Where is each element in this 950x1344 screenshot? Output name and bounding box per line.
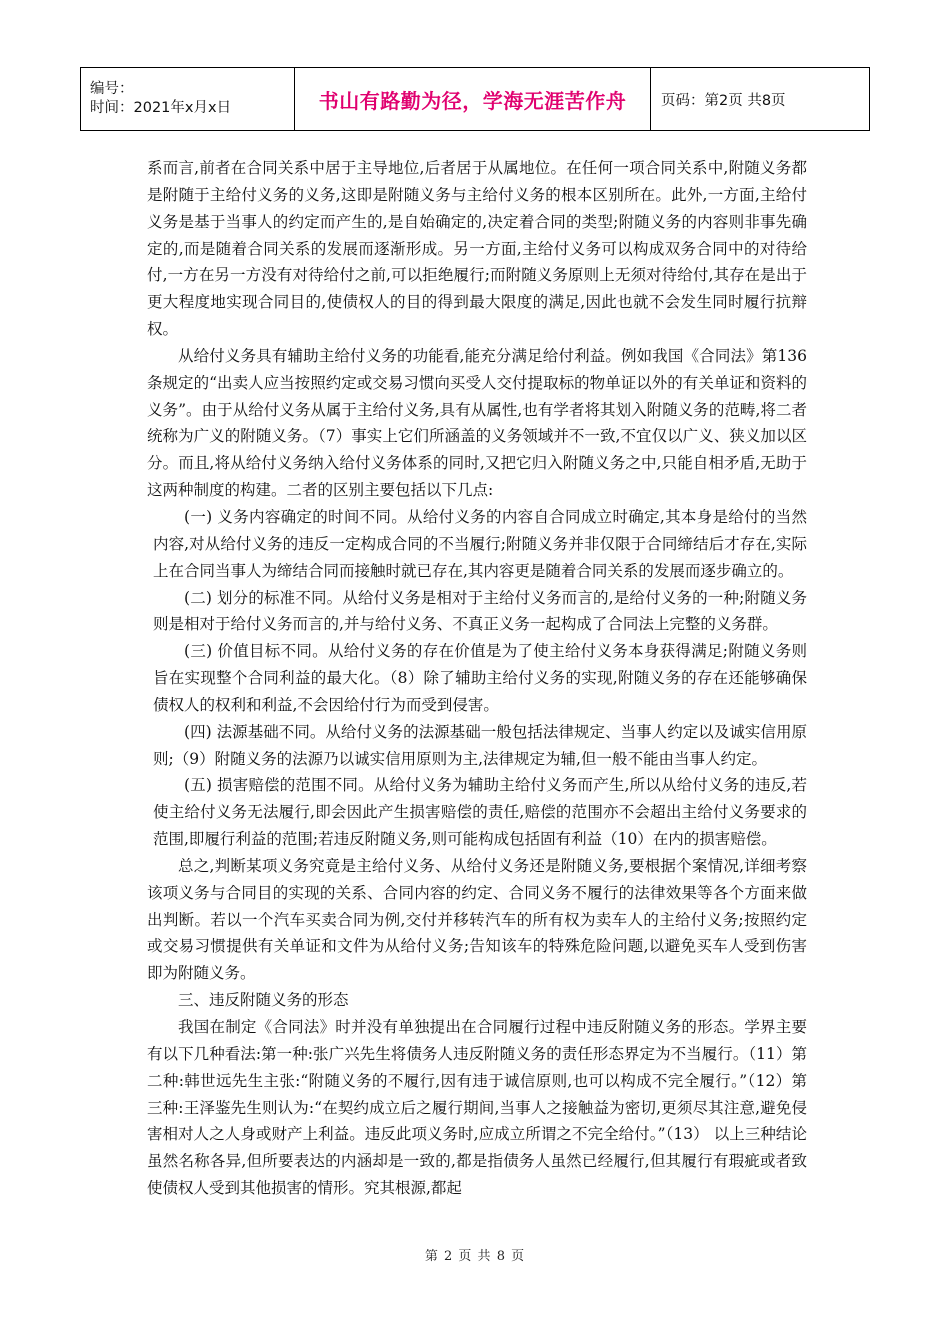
header-motto: 书山有路勤为径，学海无涯苦作舟 bbox=[295, 68, 651, 131]
section-heading: 三、违反附随义务的形态 bbox=[178, 991, 349, 1010]
header-page-info: 页码：第2页 共8页 bbox=[651, 68, 870, 131]
list-item: (四) 法源基础不同。从给付义务的法源基础一般包括法律规定、当事人约定以及诚实信用原则;（9）附随义务的法源乃以诚实信用原则为主,法律规定为辅,但一般不能由当事人约定。 bbox=[153, 722, 807, 768]
list-item: (二) 划分的标准不同。从给付义务是相对于主给付义务而言的,是给付义务的一种;附随义务则是相对于给付义务而言的,并与给付义务、不真正义务一起构成了合同法上完整的义务群。 bbox=[153, 588, 807, 634]
list-item: (一) 义务内容确定的时间不同。从给付义务的内容自合同成立时确定,其本身是给付的当然内容,对从给付义务的违反一定构成合同的不当履行;附随义务并非仅限于合同缔结后才存在,实际上在合同当事人为缔结合同而接触时就已存在,其内容更是随着合同关系的发展而逐步确立的。 bbox=[153, 507, 807, 580]
paragraph: 系而言,前者在合同关系中居于主导地位,后者居于从属地位。在任何一项合同关系中,附随义务都是附随于主给付义务的义务,这即是附随义务与主给付义务的根本区别所在。此外,一方面,主给付义务是基于当事人的约定而产生的,是自始确定的,决定着合同的类型;附随义务的内容则非事先确定的,而是随着合同关系的发展而逐渐形成。另一方面,主给付义务可以构成双务合同中的对待给付,一方在另一方没有对待给付之前,可以拒绝履行;而附随义务原则上无须对待给付,其存在是出于更大程度地实现合同目的,使债权人的目的得到最大限度的满足,因此也就不会发生同时履行抗辩权。 bbox=[147, 159, 807, 339]
list-item: (五) 损害赔偿的范围不同。从给付义务为辅助主给付义务而产生,所以从给付义务的违反,若使主给付义务无法履行,即会因此产生损害赔偿的责任,赔偿的范围亦不会超出主给付义务要求的范围,即履行利益的范围;若违反附随义务,则可能构成包括固有利益（10）在内的损害赔偿。 bbox=[153, 776, 807, 849]
paragraph: 从给付义务具有辅助主给付义务的功能看,能充分满足给付利益。例如我国《合同法》第136条规定的“出卖人应当按照约定或交易习惯向买受人交付提取标的物单证以外的有关单证和资料的义务”。由于从给付义务从属于主给付义务,具有从属性,也有学者将其划入附随义务的范畴,将二者统称为广义的附随义务。（7）事实上它们所涵盖的义务领域并不一致,不宜仅以广义、狭义加以区分。而且,将从给付义务纳入给付义务体系的同时,又把它归入附随义务之中,只能自相矛盾,无助于这两种制度的构建。二者的区别主要包括以下几点: bbox=[147, 346, 807, 500]
paragraph: 总之,判断某项义务究竟是主给付义务、从给付义务还是附随义务,要根据个案情况,详细考察该项义务与合同目的实现的关系、合同内容的约定、合同义务不履行的法律效果等各个方面来做出判断。若以一个汽车买卖合同为例,交付并移转汽车的所有权为卖车人的主给付义务;按照约定或交易习惯提供有关单证和文件为从给付义务;告知该车的特殊危险问题,以避免买车人受到伤害即为附随义务。 bbox=[147, 856, 807, 983]
page-header bbox=[80, 67, 870, 131]
header-meta bbox=[81, 68, 295, 131]
page-footer: 第 2 页 共 8 页 bbox=[424, 1249, 526, 1264]
paragraph: 我国在制定《合同法》时并没有单独提出在合同履行过程中违反附随义务的形态。学界主要有以下几种看法:第一种:张广兴先生将债务人违反附随义务的责任形态界定为不当履行。（11）第二种:韩世远先生主张:“附随义务的不履行,因有违于诚信原则,也可以构成不完全履行。”（12）第三种:王泽鉴先生则认为:“在契约成立后之履行期间,当事人之接触益为密切,更须尽其注意,避免侵害相对人之人身或财产上利益。违反此项义务时,应成立所谓之不完全给付。”（13） 以上三种结论虽然名称各异,但所要表达的内涵却是一致的,都是指债务人虽然已经履行,但其履行有瑕疵或者致使债权人受到其他损害的情形。究其根源,都起 bbox=[147, 1018, 807, 1198]
document-number-label: 编号： bbox=[90, 81, 134, 97]
document-body bbox=[147, 155, 807, 1202]
document-date: 时间：2021年x月x日 bbox=[90, 100, 232, 116]
list-item: (三) 价值目标不同。从给付义务的存在价值是为了使主给付义务本身获得满足;附随义务则旨在实现整个合同利益的最大化。（8）除了辅助主给付义务的实现,附随义务的存在还能够确保债权人的权利和利益,不会因给付行为而受到侵害。 bbox=[153, 642, 807, 714]
